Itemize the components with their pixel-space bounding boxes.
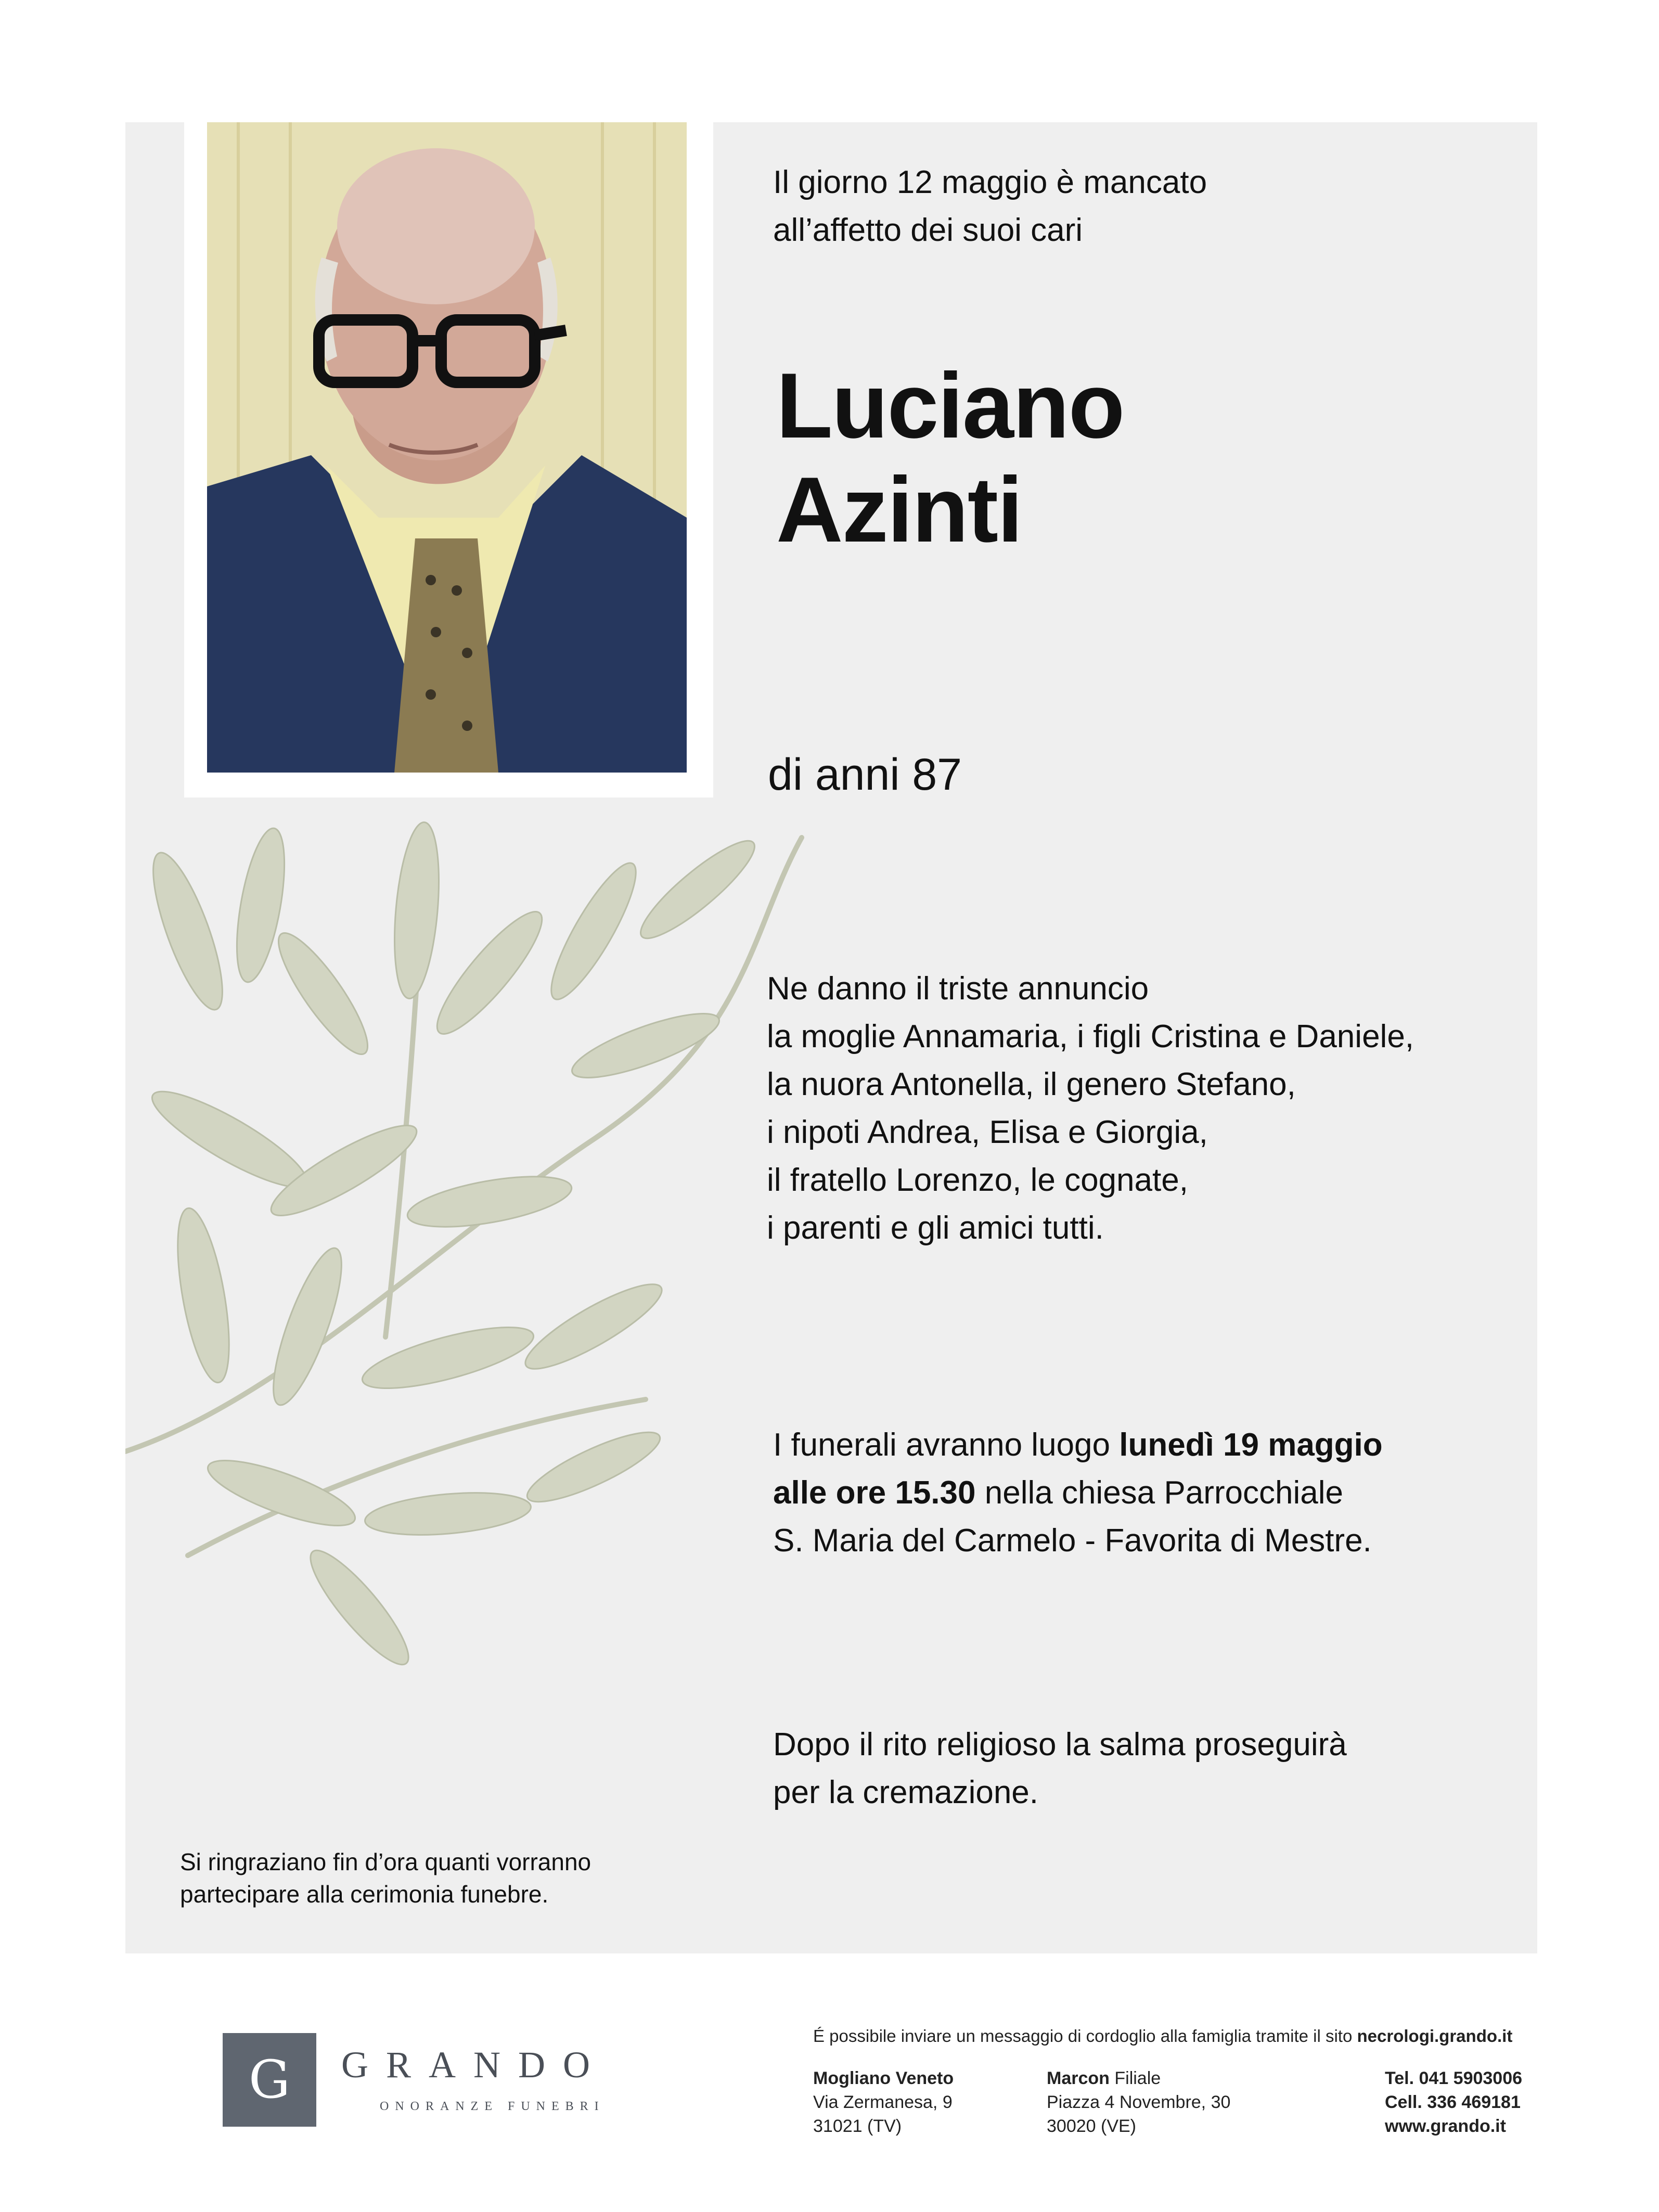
portrait-photo: [207, 122, 687, 773]
cremation-line: Dopo il rito religioso la salma proseguirà: [773, 1727, 1347, 1763]
funeral-location: S. Maria del Carmelo - Favorita di Mestre.: [773, 1523, 1372, 1559]
thanks-line: partecipare alla cerimonia funebre.: [180, 1881, 549, 1908]
intro-text: [773, 159, 1207, 254]
website-link[interactable]: www.grando.it: [1385, 2116, 1506, 2136]
funeral-church: nella chiesa Parrocchiale: [975, 1475, 1343, 1511]
mourners-text: [767, 965, 1414, 1252]
mourners-line: la nuora Antonella, il genero Stefano,: [767, 1066, 1296, 1102]
intro-line: Il giorno 12 maggio è mancato: [773, 164, 1207, 200]
mourners-line: Ne danno il triste annuncio: [767, 971, 1149, 1007]
contacts: [1385, 2066, 1522, 2138]
funeral-line: [773, 1421, 1383, 1469]
funeral-details: [773, 1421, 1383, 1565]
cremation-note: [773, 1721, 1347, 1817]
intro-line: all’affetto dei suoi cari: [773, 212, 1083, 248]
condolence-text: É possibile inviare un messaggio di cordoglio alla famiglia tramite il sito: [813, 2026, 1357, 2046]
mourners-line: la moglie Annamaria, i figli Cristina e Daniele,: [767, 1019, 1414, 1054]
office-name: Marcon: [1047, 2068, 1110, 2088]
phone-number[interactable]: Tel. 041 5903006: [1385, 2068, 1523, 2088]
grando-logo-mark: [223, 2033, 316, 2127]
last-name: Azinti: [776, 458, 1022, 561]
thanks-note: [180, 1846, 591, 1910]
thanks-line: Si ringraziano fin d’ora quanti vorranno: [180, 1848, 591, 1875]
age-text: di anni 87: [768, 750, 962, 800]
funeral-line: [773, 1469, 1383, 1517]
condolence-site-link[interactable]: necrologi.grando.it: [1357, 2026, 1513, 2046]
cell-number[interactable]: Cell. 336 469181: [1385, 2092, 1521, 2112]
mourners-line: i nipoti Andrea, Elisa e Giorgia,: [767, 1114, 1208, 1150]
office-name: Mogliano Veneto: [813, 2068, 954, 2088]
office-marcon: [1047, 2066, 1230, 2138]
office-city: 30020 (VE): [1047, 2116, 1136, 2136]
funeral-prefix: I funerali avranno luogo: [773, 1427, 1120, 1463]
condolence-note: [813, 2026, 1512, 2046]
mourners-line: il fratello Lorenzo, le cognate,: [767, 1162, 1188, 1198]
funeral-date: lunedì 19 maggio: [1119, 1427, 1383, 1463]
office-name-line: [1047, 2066, 1230, 2090]
olive-branch-illustration: [125, 775, 822, 1732]
deceased-name: [776, 354, 1124, 562]
office-street: Piazza 4 Novembre, 30: [1047, 2092, 1231, 2112]
logo-letter: G: [249, 2049, 290, 2110]
mourners-line: i parenti e gli amici tutti.: [767, 1210, 1104, 1246]
funeral-time: alle ore 15.30: [773, 1475, 976, 1511]
first-name: Luciano: [776, 354, 1124, 457]
office-mogliano: [813, 2066, 954, 2138]
logo-wordmark: GRANDO: [341, 2044, 608, 2086]
cremation-line: per la cremazione.: [773, 1774, 1039, 1810]
office-city: 31021 (TV): [813, 2116, 902, 2136]
logo-subtitle: ONORANZE FUNEBRI: [380, 2100, 605, 2113]
office-street: Via Zermanesa, 9: [813, 2092, 953, 2112]
office-tag: Filiale: [1109, 2068, 1161, 2088]
